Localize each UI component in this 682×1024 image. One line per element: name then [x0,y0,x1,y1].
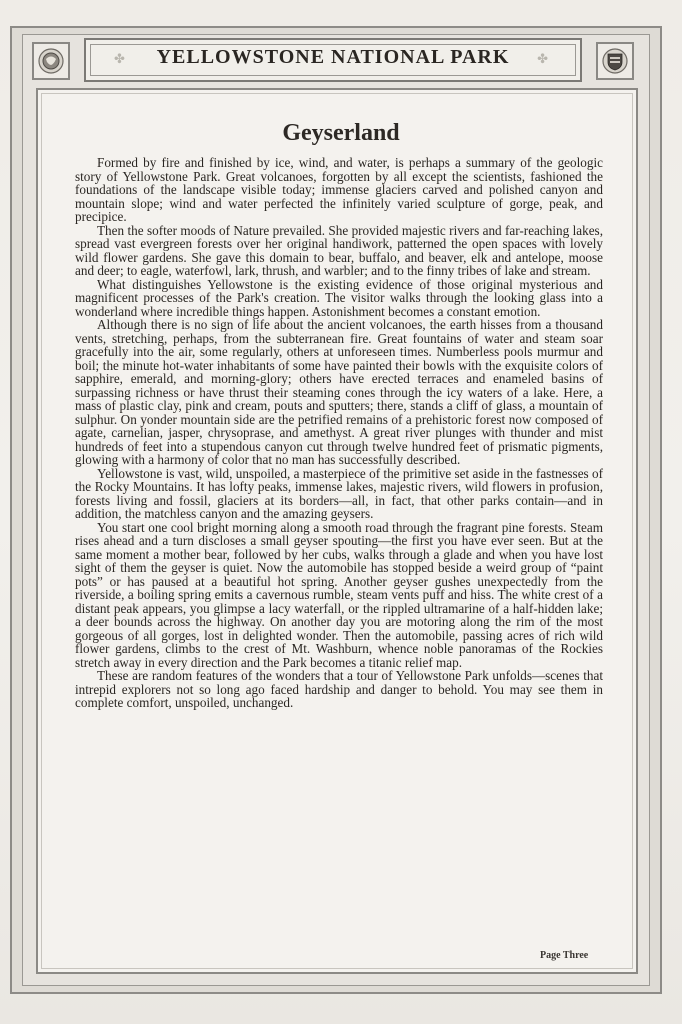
fleur-ornament-icon: ✤ [537,52,548,67]
paragraph: What distinguishes Yellowstone is the existing evidence of those original mysterious and magnificent processes of the Park's creation. The visitor walks through the looking glass into a wonderland where incredible things happen. Astonishment becomes a constant emotion. [75,276,603,319]
paragraph: Yellowstone is vast, wild, unspoiled, a masterpiece of the primitive set aside in the fastnesses of the Rocky Mountains. It has lofty peaks, immense lakes, majestic rivers, wild flowers in profusion, forests living and fossil, glaciers at its borders—all, in fact, that other parks contain—and in addition, the matchless canyon and the amazing geysers. [75,465,603,521]
shield-emblem-icon [601,47,629,75]
article-title: Geyserland [282,120,400,146]
paragraph: You start one cool bright morning along a smooth road through the fragrant pine forests. Steam rises ahead and a turn discloses a small geyser spouting—the first you have ever seen. But at the same moment a mother bear, followed by her cubs, walks through a glade and when you have lost sight of them the geyser is quiet. Now the automobile has stopped beside a weird group of “paint pots” or has paused at a beautiful hot spring. Another geyser gushes unexpectedly from the riverside, a boiling spring emits a cavernous rumble, steam vents puff and hiss. The white crest of a distant peak appears, you glimpse a lacy waterfall, or the rippled ultramarine of a half-hidden lake; a deer bounds across the highway. On another day you are motoring along the rim of the most gorgeous of all gorges, lost in delighted wonder. Then the automobile, passing acres of rich wild flower gardens, climbs to the crest of Mt. Washburn, whence noble panoramas of the Rockies stretch away in every direction and the Park becomes a titanic relief map. [75,519,603,670]
article-body [75,156,603,710]
paragraph: Then the softer moods of Nature prevailed. She provided majestic rivers and far-reaching lakes, spread vast evergreen forests over her original handiwork, patterned the open spaces with lovely wild flower gardens. She gave this domain to bear, buffalo, and beaver, elk and antelope, moose and deer; to eagle, waterfowl, lark, thrush, and warbler; and to the finny tribes of lake and stream. [75,222,603,278]
header-banner [84,38,582,82]
paragraph: Although there is no sign of life about the ancient volcanoes, the earth hisses from a thousand vents, stretching, perhaps, from the subterranean fire. Great fountains of water and steam soar gracefully into the air, some regularly, others at unforeseen times. Numberless pools murmur and boil; the minute hot-water inhabitants of some have painted their bowls with the exquisite colors of sapphire, emerald, and morning-glory; others have erected terraces and enameled basins of surpassing richness or have thrust their steaming cones through the icy waters of a lake. Here, a mass of plastic clay, pink and cream, pouts and sputters; there, stands a cliff of glass, a mountain of sulphur. On yonder mountain side are the petrified remains of a prehistoric forest now composed of agate, carnelian, jasper, chrysoprase, and amethyst. A great river plunges with thunder and mist hundreds of feet into a stupendous canyon cut through twelve hundred feet of prismatic pigments, glowing with a harmony of color that no man has successfully described. [75,317,603,467]
globe-emblem-icon [37,47,65,75]
left-emblem-box [32,42,70,80]
right-emblem-box [596,42,634,80]
page-number: Page Three [540,950,589,961]
fleur-ornament-icon: ✤ [114,52,125,67]
header-title: YELLOWSTONE NATIONAL PARK [156,46,510,68]
paragraph: These are random features of the wonders that a tour of Yellowstone Park unfolds—scenes that intrepid explorers not so long ago faced hardship and danger to behold. You may see them in complete comfort, unspoiled, unchanged. [75,668,603,710]
paragraph: Formed by fire and finished by ice, wind, and water, is perhaps a summary of the geologic story of Yellowstone Park. Great volcanoes, forgotten by all except the scientists, fashioned the foundations of the landscape visible today; immense glaciers carved and polished canyon and mountain slope; wind and water perfected the infinitely varied sculpture of gorge, peak, and precipice. [75,155,603,224]
